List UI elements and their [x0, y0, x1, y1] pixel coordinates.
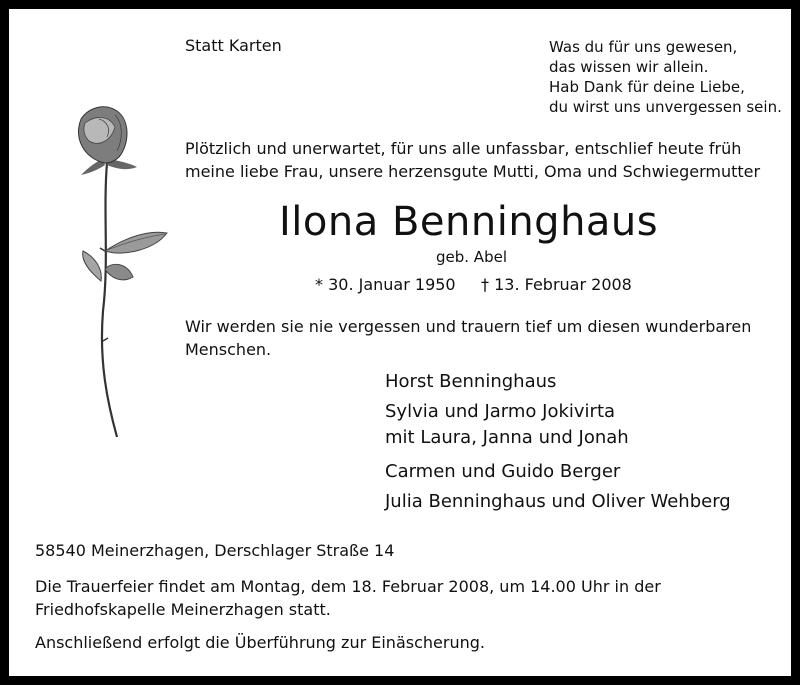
poem-line: Was du für uns gewesen, — [549, 38, 738, 56]
mourner-line: Sylvia und Jarmo Jokivirta — [385, 401, 616, 422]
poem-line: du wirst uns unvergessen sein. — [549, 98, 782, 116]
birth-date: * 30. Januar 1950 — [315, 275, 456, 294]
mourner-line: Horst Benninghaus — [385, 371, 557, 392]
maiden-name: geb. Abel — [436, 248, 507, 266]
address: 58540 Meinerzhagen, Derschlager Straße 14 — [35, 541, 395, 560]
closing-note: Anschließend erfolgt die Überführung zur Einäscherung. — [35, 633, 485, 652]
mourner-line: Julia Benninghaus und Oliver Wehberg — [385, 491, 731, 512]
intro-line: Plötzlich und unerwartet, für uns alle unfassbar, entschlief heute früh — [185, 139, 742, 158]
message-line: Wir werden sie nie vergessen und trauern tief um diesen wunderbaren — [185, 317, 752, 336]
message-text — [185, 315, 751, 361]
funeral-info — [35, 575, 661, 621]
poem-line: Hab Dank für deine Liebe, — [549, 78, 745, 96]
message-line: Menschen. — [185, 340, 272, 359]
mourners-list — [385, 367, 731, 517]
intro-line: meine liebe Frau, unsere herzensgute Mutti, Oma und Schwiegermutter — [185, 162, 761, 181]
intro-text — [185, 137, 760, 183]
death-date: † 13. Februar 2008 — [481, 275, 632, 294]
rose-illustration — [45, 101, 175, 441]
poem — [549, 37, 782, 117]
funeral-line: Die Trauerfeier findet am Montag, dem 18. Februar 2008, um 14.00 Uhr in der — [35, 577, 661, 596]
mourner-line: Carmen und Guido Berger — [385, 461, 621, 482]
poem-line: das wissen wir allein. — [549, 58, 709, 76]
mourner-line: mit Laura, Janna und Jonah — [385, 427, 629, 448]
statt-karten: Statt Karten — [185, 36, 282, 55]
funeral-line: Friedhofskapelle Meinerzhagen statt. — [35, 600, 331, 619]
deceased-name: Ilona Benninghaus — [279, 199, 659, 245]
